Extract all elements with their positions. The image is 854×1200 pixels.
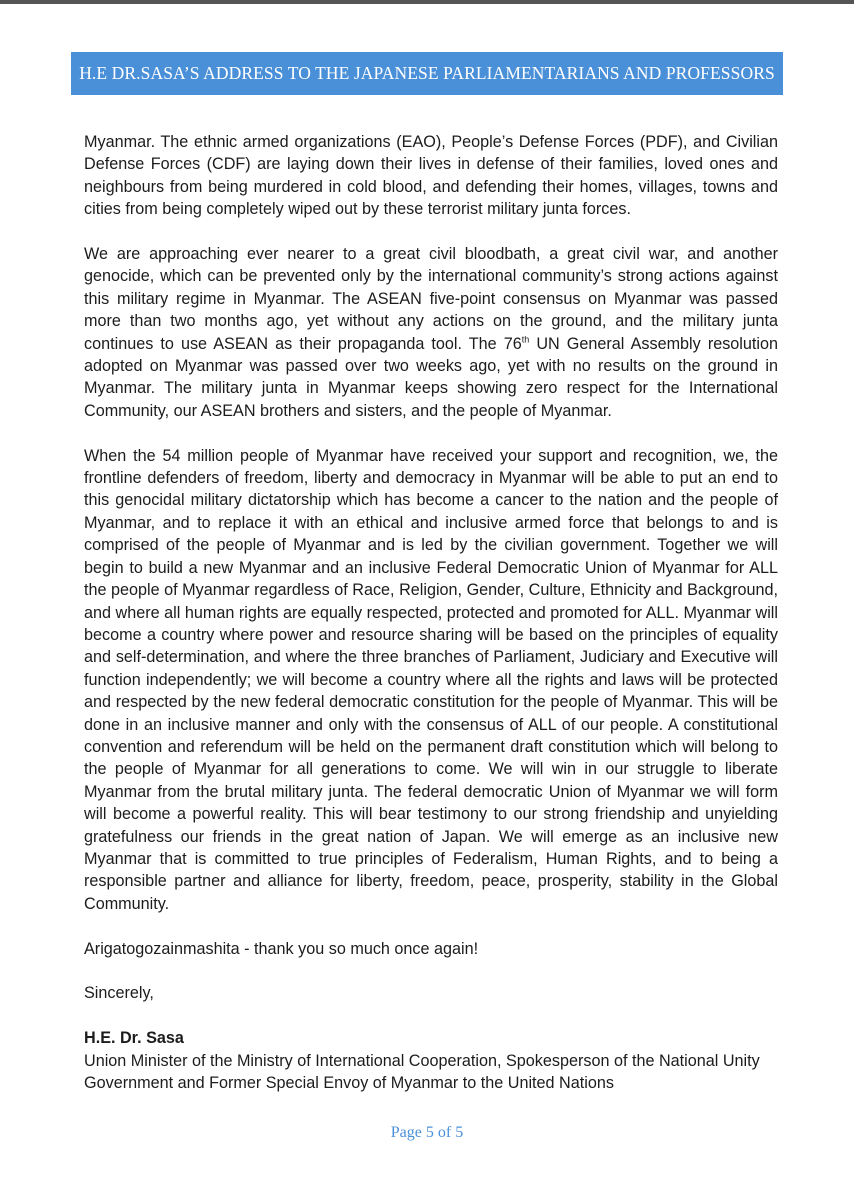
document-header-title: H.E DR.SASA’S ADDRESS TO THE JAPANESE PARLIAMENTARIANS AND PROFESSORS xyxy=(79,63,775,83)
signatory-title: Union Minister of the Ministry of International Cooperation, Spokesperson of the National Unity Government and Former Special Envoy of Myanmar to the United Nations xyxy=(84,1051,760,1092)
document-header-band xyxy=(71,52,783,95)
paragraph-federal-union-vision: When the 54 million people of Myanmar have received your support and recognition, we, the frontline defenders of freedom, liberty and democracy in Myanmar will be able to put an end to this genocidal military dictatorship which has become a cancer to the nation and the people of Myanmar, and to replace it with an ethical and inclusive armed force that belongs to and is comprised of the people of Myanmar and is led by the civilian government. Together we will begin to build a new Myanmar and an inclusive Federal Democratic Union of Myanmar for ALL the people of Myanmar regardless of Race, Religion, Gender, Culture, Ethnicity and Background, and where all human rights are equally respected, protected and promoted for ALL. Myanmar will become a country where power and resource sharing will be based on the principles of equality and self-determination, and where the three branches of Parliament, Judiciary and Executive will function independently; we will become a country where all the rights and laws will be protected and respected by the new federal democratic constitution for the people of Myanmar. This will be done in an inclusive manner and only with the consensus of ALL of our people. A constitutional convention and referendum will be held on the permanent draft constitution which will belong to the people of Myanmar for all generations to come. We will win in our struggle to liberate Myanmar from the brutal military junta. The federal democratic Union of Myanmar we will form will become a powerful reality. This will bear testimony to our strong friendship and unyielding gratefulness our friends in the great nation of Japan. We will emerge as an inclusive new Myanmar that is committed to true principles of Federalism, Human Rights, and to being a responsible partner and alliance for liberty, freedom, peace, prosperity, stability in the Global Community. xyxy=(84,446,778,913)
paragraph-thanks: Arigatogozainmashita - thank you so much once again! xyxy=(84,939,479,958)
paragraph-ethnic-forces: Myanmar. The ethnic armed organizations (EAO), People’s Defense Forces (PDF), and Civilian Defense Forces (CDF) are laying down their lives in defense of their families, loved ones and neighbours from being murdered in cold blood, and defending their homes, villages, towns and cities from being completely wiped out by these terrorist military junta forces. xyxy=(84,133,778,219)
top-border-rule xyxy=(0,0,854,4)
signatory-name: H.E. Dr. Sasa xyxy=(84,1029,184,1048)
page-number: Page 5 of 5 xyxy=(390,1124,464,1141)
paragraph-civil-war-text-b: UN General Assembly resolution adopted on Myanmar was passed over two weeks ago, yet with no results on the ground in Myanmar. The military junta in Myanmar keeps showing zero respect for the International Community, our ASEAN brothers and sisters, and the people of Myanmar. xyxy=(84,334,779,420)
letter-body xyxy=(84,131,778,1094)
paragraph-civil-war-warning xyxy=(84,243,778,422)
ordinal-superscript: th xyxy=(521,334,530,345)
closing-salutation: Sincerely, xyxy=(84,984,154,1003)
paragraph-civil-war-text-a: We are approaching ever nearer to a great civil bloodbath, a great civil war, and another genocide, which can be prevented only by the international community’s strong actions against this military regime in Myanmar. The ASEAN five-point consensus on Myanmar was passed more than two months ago, yet without any actions on the ground, and the military junta continues to use ASEAN as their propaganda tool. The 76 xyxy=(84,245,778,353)
